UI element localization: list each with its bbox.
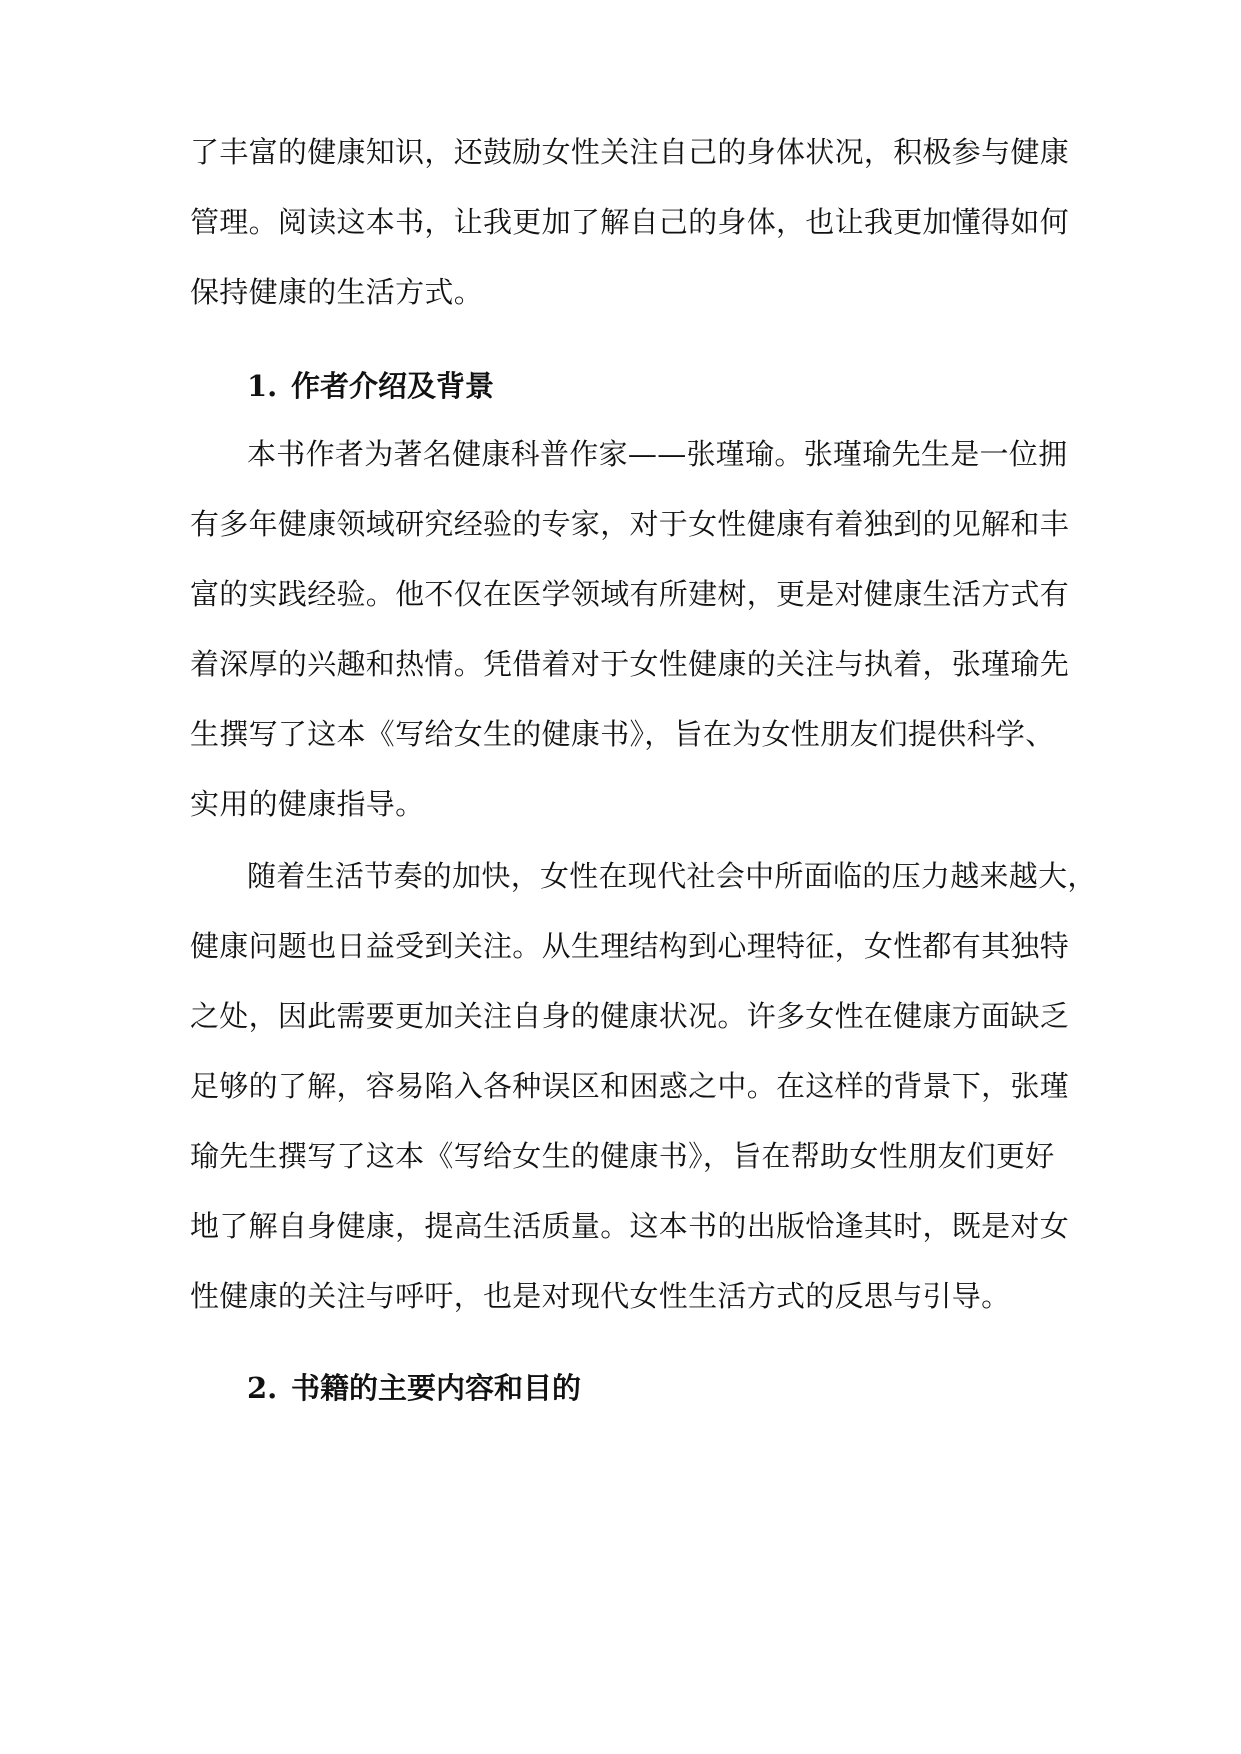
s1-p2-line-3: 之处，因此需要更加关注自身的健康状况。许多女性在健康方面缺乏 xyxy=(190,999,1070,1033)
section-2-number: 2. xyxy=(247,1371,278,1405)
s1-p1-line-1: 本书作者为著名健康科普作家——张瑾瑜。张瑾瑜先生是一位拥 xyxy=(247,437,1068,471)
s1-p2-line-2: 健康问题也日益受到关注。从生理结构到心理特征，女性都有其独特 xyxy=(190,929,1070,963)
section-2-heading xyxy=(247,1368,581,1408)
s1-p2-line-6: 地了解自身健康，提高生活质量。这本书的出版恰逢其时，既是对女 xyxy=(190,1209,1070,1243)
s1-p1-line-6: 实用的健康指导。 xyxy=(190,787,425,821)
s1-p2-line-4: 足够的了解，容易陷入各种误区和困惑之中。在这样的背景下，张瑾 xyxy=(190,1069,1070,1103)
s1-p2-line-7: 性健康的关注与呼吁，也是对现代女性生活方式的反思与引导。 xyxy=(190,1279,1011,1313)
section-2-title: 书籍的主要内容和目的 xyxy=(291,1371,582,1405)
s1-p1-line-4: 着深厚的兴趣和热情。凭借着对于女性健康的关注与执着，张瑾瑜先 xyxy=(190,647,1070,681)
s1-p2-line-1: 随着生活节奏的加快，女性在现代社会中所面临的压力越来越大， xyxy=(247,859,1097,893)
intro-line-1: 了丰富的健康知识，还鼓励女性关注自己的身体状况，积极参与健康 xyxy=(190,135,1070,169)
section-1-title: 作者介绍及背景 xyxy=(291,369,495,403)
section-1-heading xyxy=(247,366,494,406)
section-1-number: 1. xyxy=(247,369,278,403)
intro-line-3: 保持健康的生活方式。 xyxy=(190,275,484,309)
s1-p1-line-3: 富的实践经验。他不仅在医学领域有所建树，更是对健康生活方式有 xyxy=(190,577,1070,611)
s1-p1-line-2: 有多年健康领域研究经验的专家，对于女性健康有着独到的见解和丰 xyxy=(190,507,1070,541)
s1-p1-line-5: 生撰写了这本《写给女生的健康书》，旨在为女性朋友们提供科学、 xyxy=(190,717,1055,751)
s1-p2-line-5: 瑜先生撰写了这本《写给女生的健康书》，旨在帮助女性朋友们更好 xyxy=(190,1139,1055,1173)
intro-line-2: 管理。阅读这本书，让我更加了解自己的身体，也让我更加懂得如何 xyxy=(190,205,1070,239)
